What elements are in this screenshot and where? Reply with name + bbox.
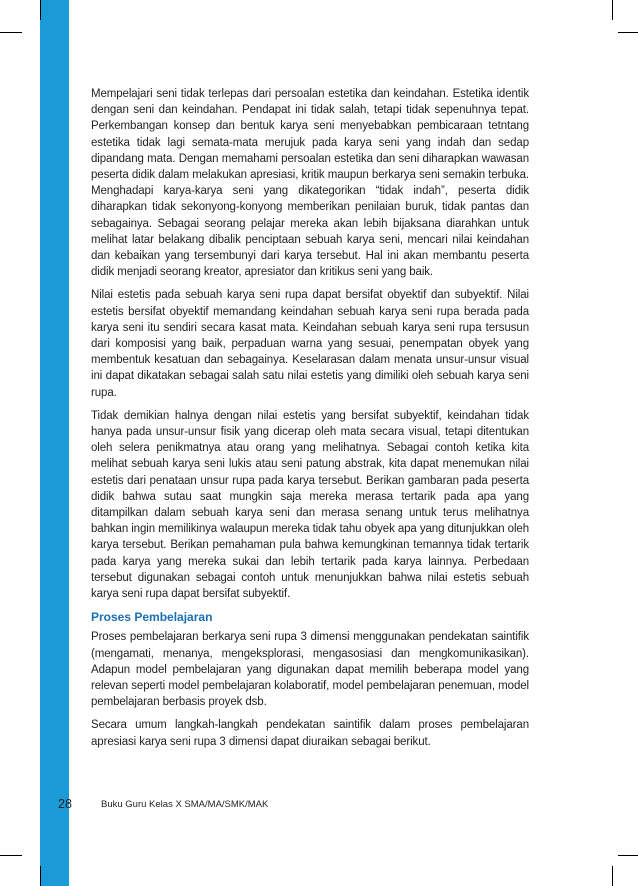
paragraph-estetika-intro: Mempelajari seni tidak terlepas dari persoalan estetika dan keindahan. Estetika identik dengan seni dan keindahan. Pendapat ini tidak salah, tetapi tidak sepenuhnya tepat. Perkembangan konsep dan bentuk karya seni menyebabkan pembicaraan tetntang estetika tidak lagi semata-mata merujuk pada karya seni yang indah dan sedap dipandang mata. Dengan memahami persoalan estetika dan seni diharapkan wawasan peserta didik dalam melakukan apresiasi, kritik maupun berkarya seni semakin terbuka. Menghadapi karya-karya seni yang dikategorikan “tidak indah”, peserta didik diharapkan tidak sekonyong-konyong memberikan penilaian buruk, tidak pantas dan sebagainya. Sebagai seorang pelajar mereka akan lebih bijaksana diarahkan untuk melihat latar belakang dibalik penciptaan sebuah karya seni, mencari nilai keindahan dan kebaikan yang tersembunyi dari karya tersebut. Hal ini akan membantu peserta didik menjadi seorang kreator, apresiator dan kritikus seni yang baik. <box>91 88 529 279</box>
book-title: Buku Guru Kelas X SMA/MA/SMK/MAK <box>101 799 269 810</box>
page-number: 28 <box>58 797 72 811</box>
paragraph-proses: Proses pembelajaran berkarya seni rupa 3 dimensi menggunakan pendekatan saintifik (mengamati, menanya, mengeksplorasi, mengasosiasi dan mengkomunikasikan). Adapun model pembelajaran yang digunakan dapat memilih beberapa model yang relevan seperti model pembelajaran kolaboratif, model pembelajaran penemuan, model pembelajaran berbasis proyek dsb. <box>91 631 529 709</box>
crop-mark <box>612 866 613 886</box>
crop-mark <box>612 0 613 20</box>
crop-mark <box>40 0 41 20</box>
crop-mark <box>40 866 41 886</box>
crop-mark <box>618 855 638 856</box>
crop-mark <box>0 855 22 856</box>
side-color-bar <box>40 0 69 886</box>
crop-mark <box>0 32 22 33</box>
section-heading: Proses Pembelajaran <box>91 610 213 625</box>
paragraph-subyektif: Tidak demikian halnya dengan nilai estetis yang bersifat subyektif, keindahan tidak hanya pada unsur-unsur fisik yang dicerap oleh mata secara visual, tetapi ditentukan oleh selera penikmatnya atau orang yang melihatnya. Sebagai contoh ketika kita melihat sebuah karya seni lukis atau seni patung abstrak, kita dapat menemukan nilai estetis dari penataan unsur rupa pada karya tersebut. Berikan gambaran pada peserta didik bahwa sutau saat mungkin saja mereka merasa tertarik pada apa yang ditampilkan dalam sebuah karya seni dan merasa senang untuk terus melihatnya bahkan ingin memilikinya walaupun mereka tidak tahu obyek apa yang ditunjukkan oleh karya tersebut. Berikan pemahaman pula bahwa kemungkinan temannya tidak tertarik pada karya yang mereka sukai dan lebih tertarik pada karya lainnya. Perbedaan tersebut digunakan sebagai contoh untuk menunjukkan bahwa nilai estetis sebuah karya seni rupa dapat bersifat subyektif. <box>91 409 529 601</box>
page-content <box>91 86 529 757</box>
paragraph-langkah: Secara umum langkah-langkah pendekatan saintifik dalam proses pembelajaran apresiasi karya seni rupa 3 dimensi dapat diuraikan sebagai berikut. <box>91 719 529 748</box>
paragraph-nilai-estetis: Nilai estetis pada sebuah karya seni rupa dapat bersifat obyektif dan subyektif. Nilai estetis bersifat obyektif memandang keindahan sebuah karya seni rupa berada pada karya seni itu sendiri secara kasat mata. Keindahan sebuah karya seni rupa tersusun dari komposisi yang baik, perpaduan warna yang sesuai, penempatan obyek yang membentuk kesatuan dan sebagainya. Keselarasan dalam menata unsur-unsur visual ini dapat dikatakan sebagai salah satu nilai estetis yang dimiliki oleh sebuah karya seni rupa. <box>91 289 529 399</box>
crop-mark <box>618 32 638 33</box>
